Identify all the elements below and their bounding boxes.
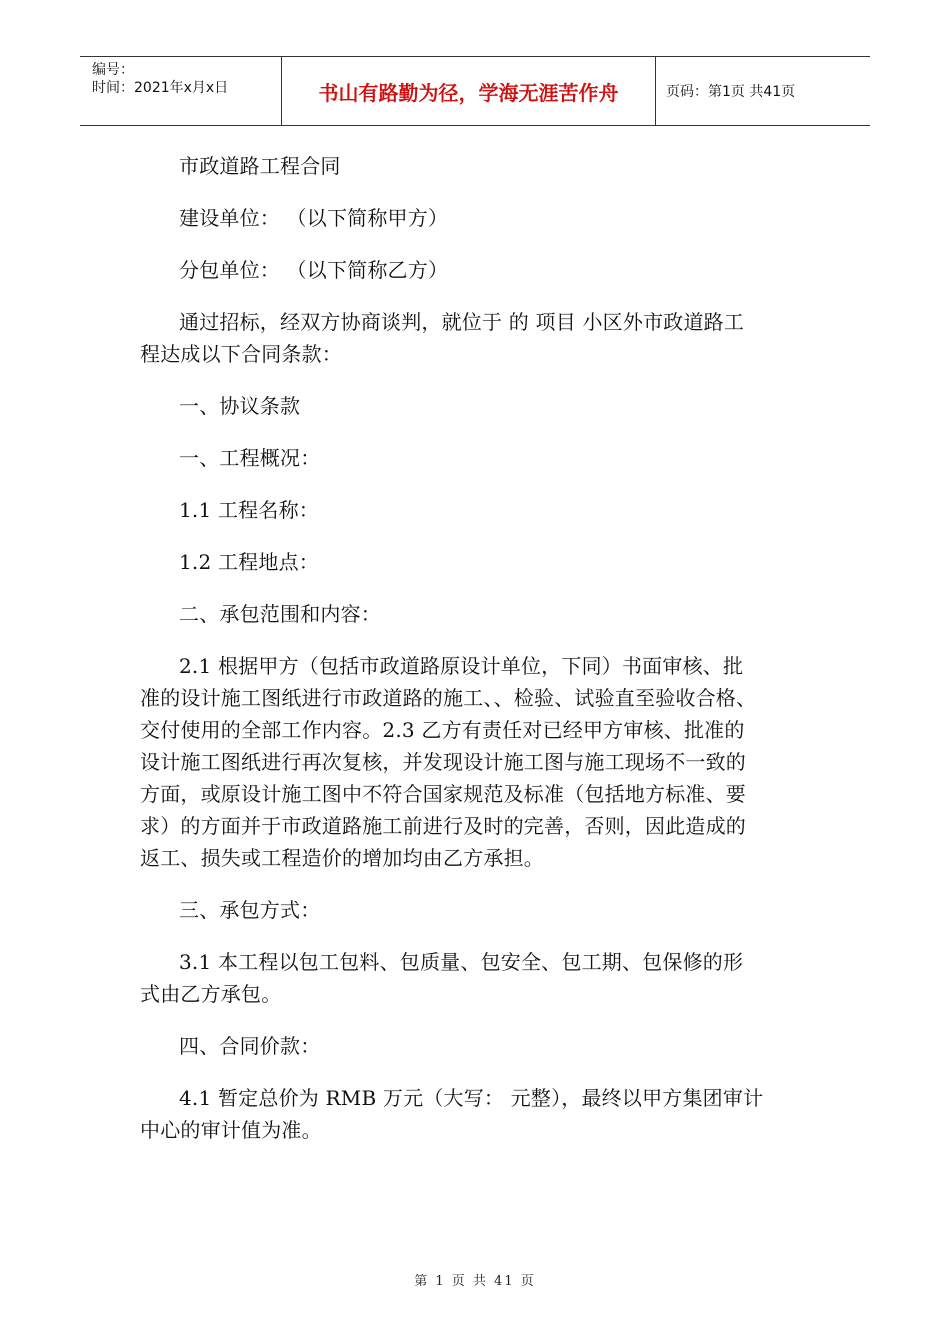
- paragraph-line: 4.1 暂定总价为 RMB 万元（大写： 元整），最终以甲方集团审计: [179, 1086, 764, 1110]
- number-label: 编号：: [92, 62, 134, 78]
- paragraph-line: 三、承包方式：: [179, 898, 321, 922]
- paragraph: [140, 390, 820, 422]
- paragraph-line: 式由乙方承包。: [140, 982, 282, 1006]
- paragraph: [140, 546, 820, 578]
- paragraph-line: 二、承包范围和内容：: [179, 602, 381, 626]
- paragraph-line: 四、合同价款：: [179, 1034, 321, 1058]
- paragraph: [140, 650, 820, 874]
- paragraph: [140, 946, 820, 1010]
- paragraph-line: 市政道路工程合同: [179, 154, 341, 178]
- paragraph-line: 准的设计施工图纸进行市政道路的施工、、检验、试验直至验收合格、: [140, 686, 757, 710]
- paragraph: [140, 1082, 820, 1146]
- paragraph: [140, 494, 820, 526]
- paragraph-line: 返工、损失或工程造价的增加均由乙方承担。: [140, 846, 544, 870]
- paragraph-line: 一、工程概况：: [179, 446, 321, 470]
- header-motto: 书山有路勤为径，学海无涯苦作舟: [282, 57, 656, 125]
- paragraph: [140, 150, 820, 182]
- paragraph-line: 建设单位： （以下简称甲方）: [179, 206, 449, 230]
- header-page-label: 页码：第1页 共41页: [666, 84, 796, 100]
- page-footer: 第 1 页 共 41 页: [414, 1274, 536, 1289]
- paragraph-line: 程达成以下合同条款：: [140, 342, 342, 366]
- contract-body: [140, 150, 820, 1166]
- paragraph-line: 中心的审计值为准。: [140, 1118, 322, 1142]
- paragraph: [140, 254, 820, 286]
- paragraph-line: 一、协议条款: [179, 394, 301, 418]
- paragraph: [140, 202, 820, 234]
- paragraph-line: 3.1 本工程以包工包料、包质量、包安全、包工期、包保修的形: [179, 950, 744, 974]
- document-header: [80, 56, 870, 126]
- paragraph: [140, 442, 820, 474]
- paragraph-line: 1.2 工程地点：: [179, 550, 319, 574]
- paragraph: [140, 894, 820, 926]
- paragraph-line: 方面，或原设计施工图中不符合国家规范及标准（包括地方标准、要: [140, 782, 746, 806]
- paragraph-line: 分包单位： （以下简称乙方）: [179, 258, 449, 282]
- time-label: 时间：2021年x月x日: [92, 80, 229, 96]
- paragraph-line: 1.1 工程名称：: [179, 498, 319, 522]
- paragraph: [140, 306, 820, 370]
- paragraph: [140, 598, 820, 630]
- paragraph-line: 2.1 根据甲方（包括市政道路原设计单位，下同）书面审核、批: [179, 654, 744, 678]
- paragraph-line: 通过招标，经双方协商谈判，就位于 的 项目 小区外市政道路工: [179, 310, 745, 334]
- header-left-cell: [80, 57, 282, 125]
- paragraph-line: 求）的方面并于市政道路施工前进行及时的完善，否则，因此造成的: [140, 814, 746, 838]
- paragraph-line: 交付使用的全部工作内容。2.3 乙方有责任对已经甲方审核、批准的: [140, 718, 745, 742]
- paragraph-line: 设计施工图纸进行再次复核，并发现设计施工图与施工现场不一致的: [140, 750, 746, 774]
- paragraph: [140, 1030, 820, 1062]
